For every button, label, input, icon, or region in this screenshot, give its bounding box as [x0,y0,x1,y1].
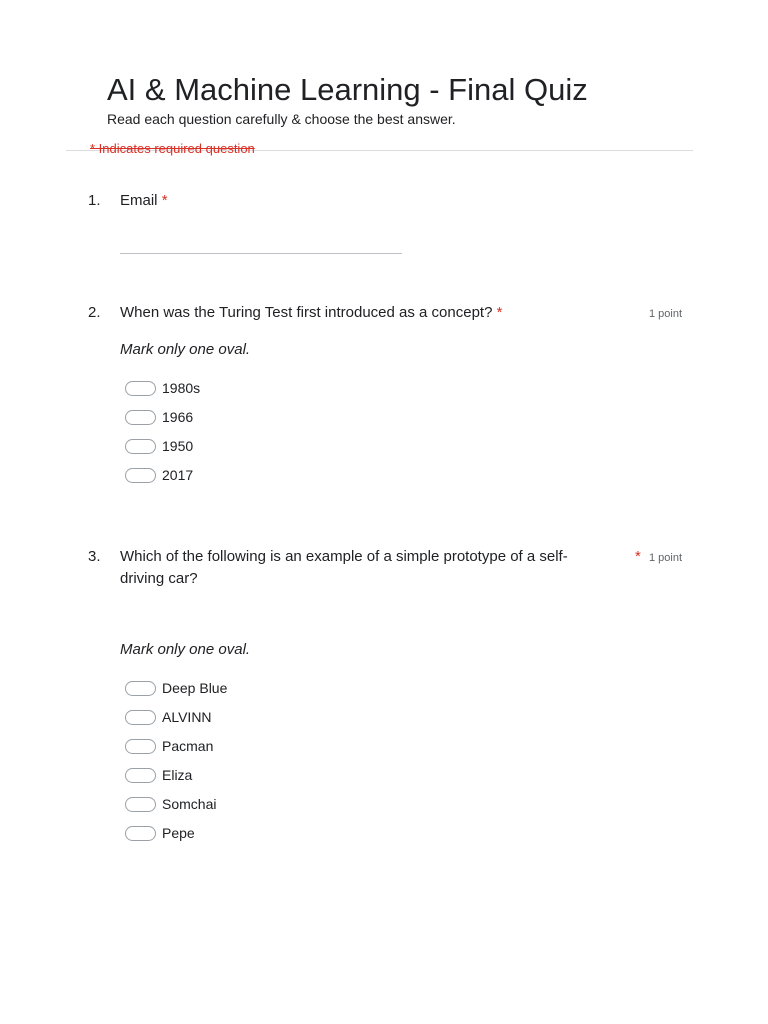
question-3-text-line-2: driving car? [120,570,198,587]
question-2-options [125,378,200,485]
email-input[interactable] [120,253,402,254]
option-label: Eliza [162,767,193,783]
radio-oval[interactable] [125,710,156,725]
question-2-number: 2. [88,304,101,321]
required-asterisk: * [496,304,503,321]
question-2-text: When was the Turing Test first introduced as a concept? [120,304,493,321]
option-1966[interactable] [125,407,200,427]
question-3-points: 1 point [649,552,683,564]
required-question-note: * Indicates required question [90,141,255,156]
radio-oval[interactable] [125,410,156,425]
option-pepe[interactable] [125,823,227,843]
radio-oval[interactable] [125,826,156,841]
option-label: 1980s [162,380,201,396]
required-asterisk: * [161,192,168,209]
radio-oval[interactable] [125,739,156,754]
radio-oval[interactable] [125,439,156,454]
option-label: Deep Blue [162,680,228,696]
question-2-hint: Mark only one oval. [120,341,251,358]
radio-oval[interactable] [125,381,156,396]
option-alvinn[interactable] [125,707,227,727]
question-3-text-line-1: Which of the following is an example of a simple prototype of a self- [120,548,568,565]
radio-oval[interactable] [125,797,156,812]
option-somchai[interactable] [125,794,227,814]
question-2-points: 1 point [649,308,683,320]
required-asterisk: * [635,548,641,565]
option-label: Somchai [162,796,217,812]
option-pacman[interactable] [125,736,227,756]
option-deep-blue[interactable] [125,678,227,698]
option-label: 2017 [162,467,194,483]
form-title: AI & Machine Learning - Final Quiz [107,72,588,107]
question-1-number: 1. [88,192,101,209]
form-description: Read each question carefully & choose the best answer. [107,111,456,127]
option-label: 1950 [162,438,194,454]
question-1-text: Email [120,192,158,209]
option-1980s[interactable] [125,378,200,398]
radio-oval[interactable] [125,468,156,483]
radio-oval[interactable] [125,768,156,783]
option-label: Pepe [162,825,195,841]
question-2-title [120,302,502,324]
option-2017[interactable] [125,465,200,485]
question-3-number: 3. [88,548,101,565]
option-label: ALVINN [162,709,212,725]
option-1950[interactable] [125,436,200,456]
question-3-hint: Mark only one oval. [120,641,251,658]
option-eliza[interactable] [125,765,227,785]
option-label: 1966 [162,409,194,425]
question-3-options [125,678,227,843]
question-1-title [120,190,168,212]
option-label: Pacman [162,738,214,754]
radio-oval[interactable] [125,681,156,696]
